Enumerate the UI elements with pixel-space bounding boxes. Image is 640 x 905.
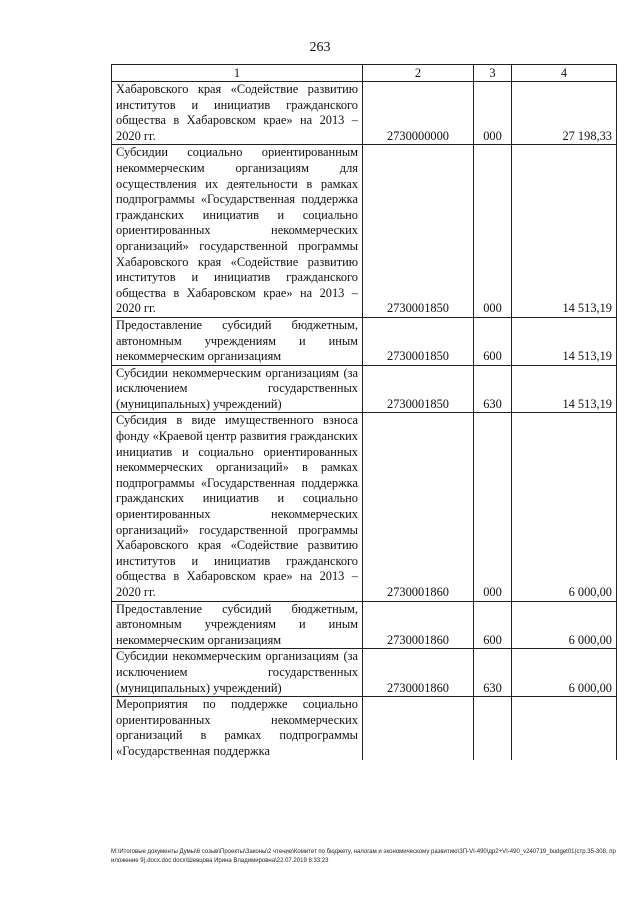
row-description: Предоставление субсидий бюджетным, автономным учреждениям и иным некоммерческим организациям: [112, 317, 363, 365]
row-amount: 6 000,00: [512, 649, 617, 697]
row-expense-type: 600: [474, 601, 512, 649]
row-expense-type: 630: [474, 649, 512, 697]
row-expense-type: [474, 697, 512, 760]
table-row: [112, 145, 617, 318]
table-row: [112, 649, 617, 697]
document-path-footer: M:\Итоговые документы Думы\6 созыв\Проекты\Законы\2 чтение\Комитет по бюджету, налогам и экономическому развитию\ЗП-VI-490\др2+VI-490_v240719_budget01(стр.35-308, приложение 9).docx.doc docx\Шевцова Ирина Владимировна\22.07.2019 8:33:23: [111, 849, 616, 864]
table-row: [112, 601, 617, 649]
row-amount: 14 513,19: [512, 145, 617, 318]
row-expense-type: 000: [474, 145, 512, 318]
row-description: Хабаровского края «Содействие развитию институтов и инициатив гражданского общества в Хабаровском крае» на 2013 – 2020 гг.: [112, 82, 363, 145]
row-description: Субсидии некоммерческим организациям (за исключением государственных (муниципальных) учреждений): [112, 649, 363, 697]
column-header-2: 2: [363, 65, 474, 82]
row-amount: 6 000,00: [512, 601, 617, 649]
row-expense-type: 630: [474, 365, 512, 413]
table-header-row: [112, 65, 617, 82]
row-expense-type: 600: [474, 317, 512, 365]
row-code: 2730001860: [363, 413, 474, 601]
row-description: Субсидия в виде имущественного взноса фонду «Краевой центр развития гражданских инициатив и социально ориентированных некоммерческих организаций» в рамках подпрограммы «Государственная поддержка гражданских инициатив и социально ориентированных некоммерческих организаций» государственной программы Хабаровского края «Содействие развитию институтов и инициатив гражданского общества в Хабаровском крае» на 2013 – 2020 гг.: [112, 413, 363, 601]
row-description: Предоставление субсидий бюджетным, автономным учреждениям и иным некоммерческим организациям: [112, 601, 363, 649]
row-code: [363, 697, 474, 760]
table-row: [112, 365, 617, 413]
column-header-1: 1: [112, 65, 363, 82]
row-expense-type: 000: [474, 413, 512, 601]
table-row: [112, 697, 617, 760]
row-amount: 14 513,19: [512, 317, 617, 365]
row-code: 2730001860: [363, 649, 474, 697]
row-amount: 14 513,19: [512, 365, 617, 413]
row-amount: 27 198,33: [512, 82, 617, 145]
row-code: 2730000000: [363, 82, 474, 145]
table-row: [112, 317, 617, 365]
row-code: 2730001850: [363, 365, 474, 413]
row-amount: 6 000,00: [512, 413, 617, 601]
row-code: 2730001850: [363, 145, 474, 318]
row-description: Мероприятия по поддержке социально ориентированных некоммерческих организаций в рамках подпрограммы «Государственная поддержка: [112, 697, 363, 760]
column-header-3: 3: [474, 65, 512, 82]
table-row: [112, 413, 617, 601]
row-description: Субсидии социально ориентированным некоммерческим организациям для осуществления их деятельности в рамках подпрограммы «Государственная поддержка гражданских инициатив и социально ориентированных некоммерческих организаций» государственной программы Хабаровского края «Содействие развитию институтов и инициатив гражданского общества в Хабаровском крае» на 2013 – 2020 гг.: [112, 145, 363, 318]
column-header-4: 4: [512, 65, 617, 82]
budget-table: [111, 64, 617, 760]
row-description: Субсидии некоммерческим организациям (за исключением государственных (муниципальных) учреждений): [112, 365, 363, 413]
row-code: 2730001850: [363, 317, 474, 365]
row-amount: [512, 697, 617, 760]
table-row: [112, 82, 617, 145]
page-number: 263: [309, 40, 331, 55]
row-code: 2730001860: [363, 601, 474, 649]
row-expense-type: 000: [474, 82, 512, 145]
